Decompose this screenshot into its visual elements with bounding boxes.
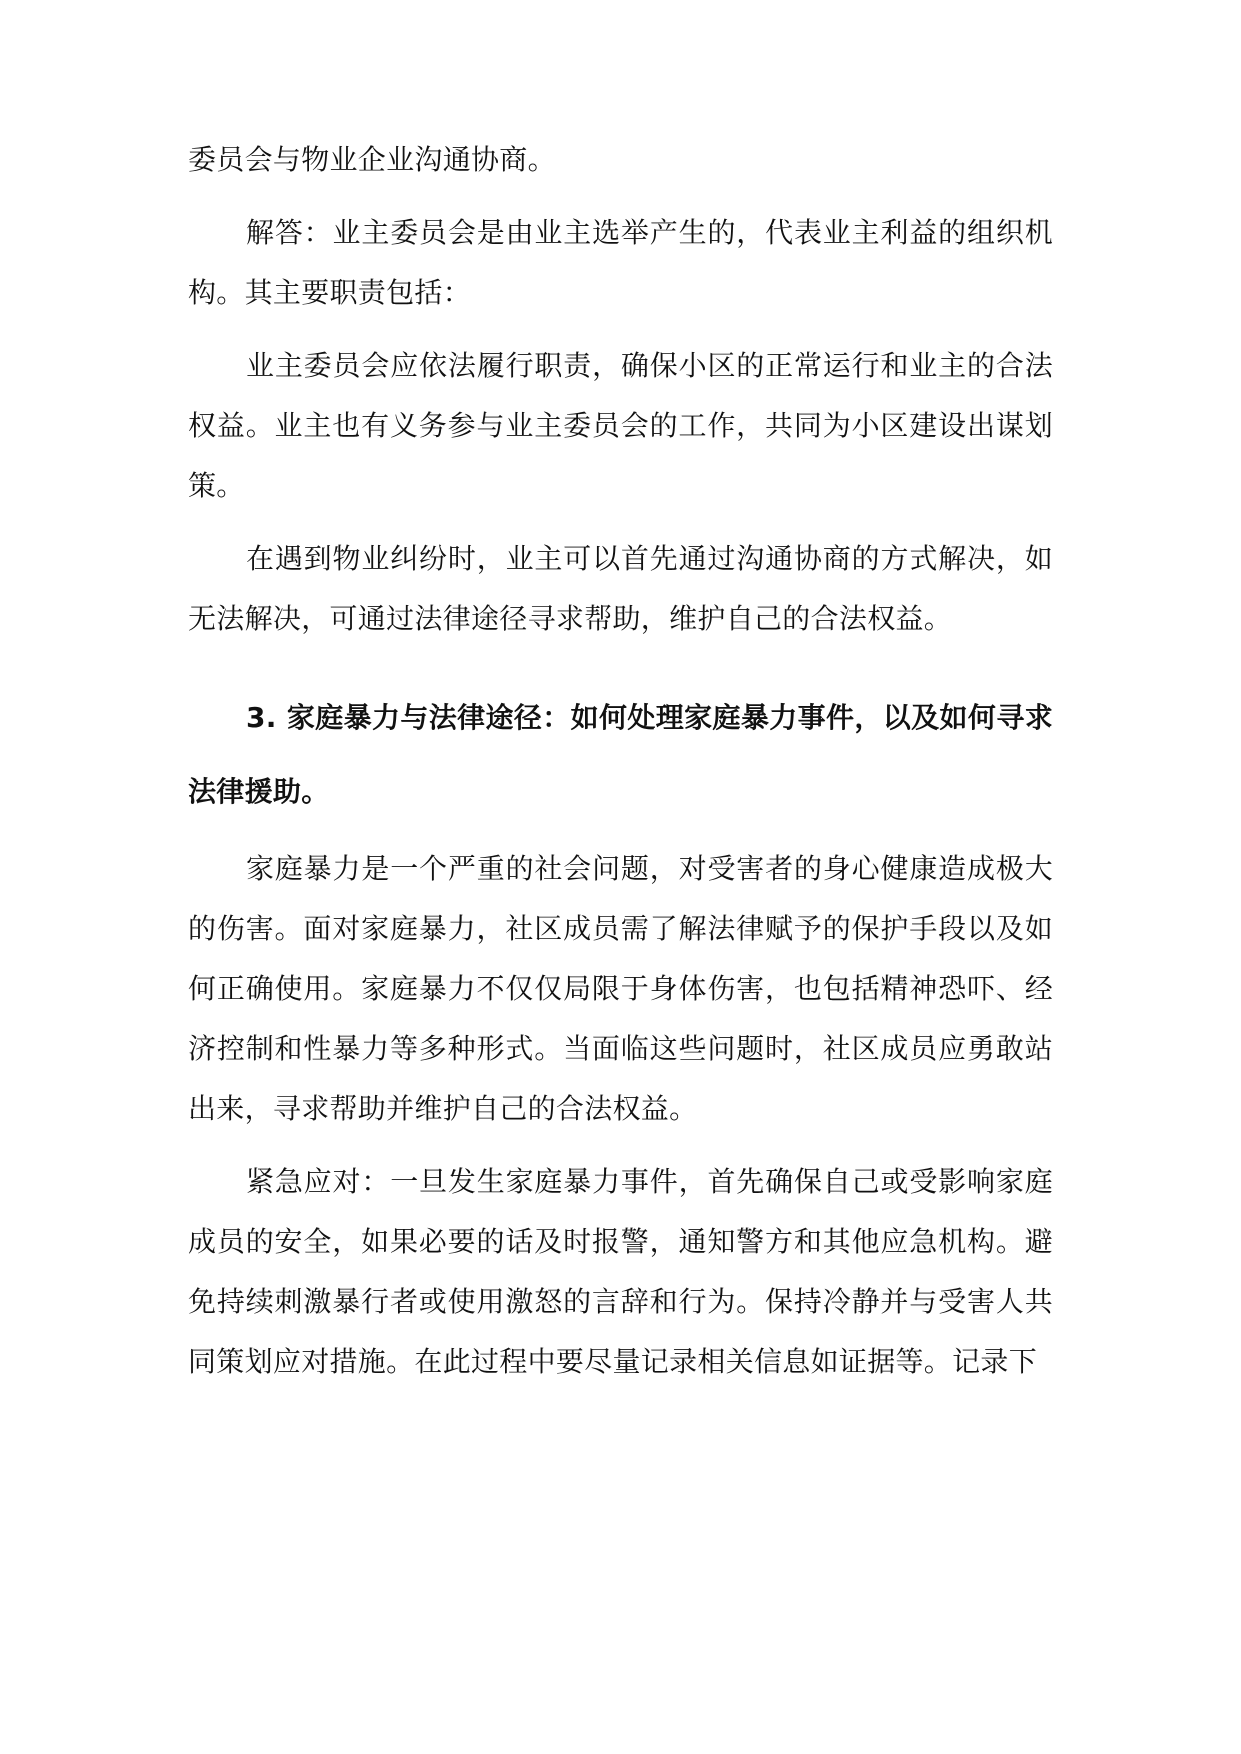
paragraph-domestic-violence-intro: 家庭暴力是一个严重的社会问题，对受害者的身心健康造成极大的伤害。面对家庭暴力，社区成员需了解法律赋予的保护手段以及如何正确使用。家庭暴力不仅仅局限于身体伤害，也包括精神恐吓、经济控制和性暴力等多种形式。当面临这些问题时，社区成员应勇敢站出来，寻求帮助并维护自己的合法权益。 — [188, 852, 1053, 1125]
paragraph-answer: 解答：业主委员会是由业主选举产生的，代表业主利益的组织机构。其主要职责包括： — [188, 216, 1053, 309]
paragraph-continuation: 委员会与物业企业沟通协商。 — [188, 143, 556, 176]
paragraph-emergency-response: 紧急应对：一旦发生家庭暴力事件，首先确保自己或受影响家庭成员的安全，如果必要的话及时报警，通知警方和其他应急机构。避免持续刺激暴行者或使用激怒的言辞和行为。保持冷静并与受害人共同策划应对措施。在此过程中要尽量记录相关信息如证据等。记录下 — [188, 1165, 1053, 1378]
section-heading: 3. 家庭暴力与法律途径：如何处理家庭暴力事件，以及如何寻求法律援助。 — [188, 701, 1053, 808]
paragraph-committee-duties: 业主委员会应依法履行职责，确保小区的正常运行和业主的合法权益。业主也有义务参与业主委员会的工作，共同为小区建设出谋划策。 — [188, 349, 1053, 502]
document-body — [188, 130, 1053, 1405]
paragraph-dispute-resolution: 在遇到物业纠纷时，业主可以首先通过沟通协商的方式解决，如无法解决，可通过法律途径寻求帮助，维护自己的合法权益。 — [188, 542, 1053, 635]
